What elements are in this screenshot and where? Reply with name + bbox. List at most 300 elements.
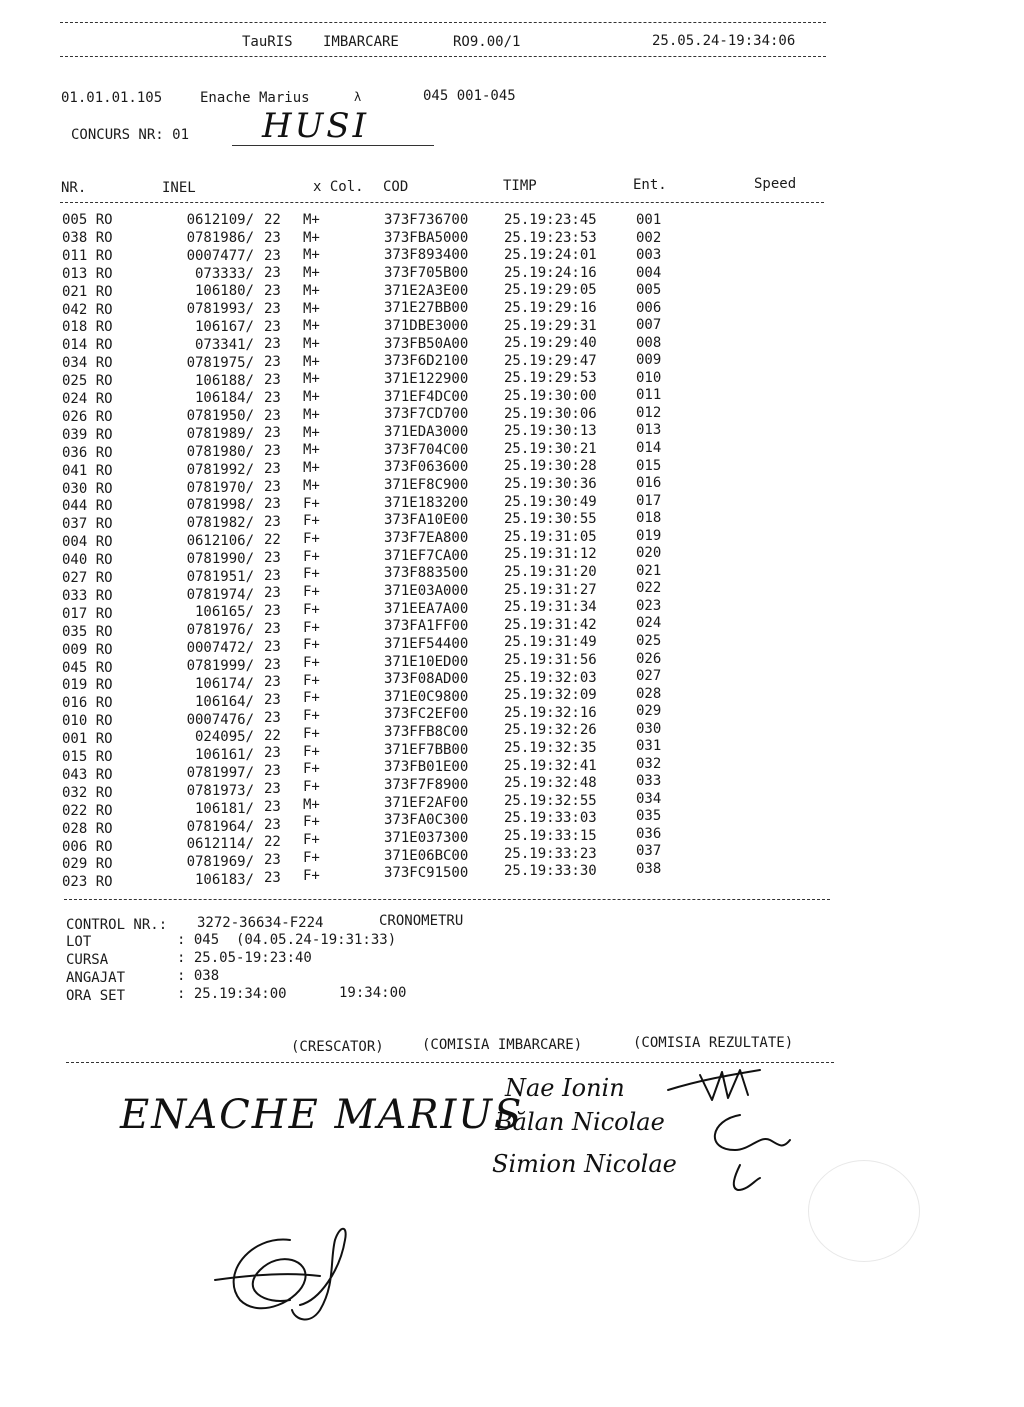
cell-year: 23 xyxy=(264,798,281,815)
cell-cod: 373FB50A00 xyxy=(384,335,469,352)
label-comisia-imbarcare: (COMISIA IMBARCARE) xyxy=(422,1037,583,1053)
cell-cod: 373F883500 xyxy=(384,565,469,582)
cell-ent: 020 xyxy=(636,545,662,562)
cell-color-sex: M+ xyxy=(303,389,320,406)
cell-cod: 373F893400 xyxy=(384,247,469,264)
col-header-timp: TIMP xyxy=(503,178,537,194)
cell-ent: 013 xyxy=(636,422,662,439)
cell-year: 23 xyxy=(264,763,281,780)
cell-timp: 25.19:30:21 xyxy=(504,440,597,457)
cell-color-sex: M+ xyxy=(303,282,320,299)
cell-color-sex: F+ xyxy=(303,637,320,654)
cell-color-sex: F+ xyxy=(303,779,320,796)
cell-inel: 0781976/ xyxy=(186,622,254,639)
cell-nr: 016 RO xyxy=(62,695,113,712)
cell-nr: 039 RO xyxy=(62,426,113,443)
cell-ent: 015 xyxy=(636,457,662,474)
cell-color-sex: F+ xyxy=(303,832,320,849)
cell-inel: 0781992/ xyxy=(186,461,254,478)
cell-year: 23 xyxy=(264,780,281,797)
cell-cod: 373FA0C300 xyxy=(384,812,469,829)
cell-inel: 0781973/ xyxy=(186,782,254,799)
cell-timp: 25.19:30:28 xyxy=(504,458,597,475)
cell-cod: 373F736700 xyxy=(384,212,469,228)
cell-ent: 036 xyxy=(636,825,662,842)
cell-ent: 007 xyxy=(636,317,662,334)
cell-timp: 25.19:31:05 xyxy=(504,528,597,545)
cell-nr: 026 RO xyxy=(62,408,113,425)
cell-inel: 106161/ xyxy=(194,747,254,764)
cell-timp: 25.19:32:55 xyxy=(504,792,597,809)
cell-color-sex: F+ xyxy=(303,601,320,618)
cell-year: 23 xyxy=(264,318,281,335)
cell-color-sex: F+ xyxy=(303,655,320,671)
cell-nr: 006 RO xyxy=(62,838,113,855)
cell-nr: 024 RO xyxy=(62,391,113,407)
cell-cod: 373F704C00 xyxy=(384,441,469,458)
cell-cod: 373F7EA800 xyxy=(384,529,469,546)
cell-cod: 371EF7BB00 xyxy=(384,741,469,758)
cell-timp: 25.19:30:06 xyxy=(504,405,597,422)
cell-year: 23 xyxy=(264,265,281,282)
cell-year: 23 xyxy=(264,300,281,317)
cell-cod: 373F08AD00 xyxy=(384,671,469,688)
col-header-nr: NR. xyxy=(61,180,87,196)
cell-color-sex: M+ xyxy=(303,353,320,370)
cell-year: 23 xyxy=(264,229,281,246)
cell-color-sex: M+ xyxy=(303,229,320,246)
cell-nr: 029 RO xyxy=(62,856,113,873)
cell-cod: 373F6D2100 xyxy=(384,353,469,370)
cell-ent: 025 xyxy=(636,632,662,649)
cell-ent: 005 xyxy=(636,282,662,299)
cell-color-sex: F+ xyxy=(303,761,320,778)
cell-year: 23 xyxy=(264,852,281,869)
fancier-id: 01.01.01.105 xyxy=(61,90,163,106)
cell-nr: 023 RO xyxy=(62,874,113,891)
cell-timp: 25.19:29:31 xyxy=(504,317,597,334)
cell-timp: 25.19:31:20 xyxy=(504,564,597,580)
cell-timp: 25.19:30:55 xyxy=(504,511,597,528)
cell-cod: 371E2A3E00 xyxy=(384,282,469,299)
cell-ent: 029 xyxy=(636,703,662,720)
col-header-speed: Speed xyxy=(754,176,797,192)
cell-timp: 25.19:29:47 xyxy=(504,352,597,369)
col-header-cod: COD xyxy=(383,179,409,195)
cell-nr: 043 RO xyxy=(62,766,113,783)
col-header-ent: Ent. xyxy=(633,177,667,193)
cell-inel: 0612114/ xyxy=(186,836,254,853)
cell-color-sex: F+ xyxy=(303,548,320,565)
cell-year: 23 xyxy=(264,674,281,691)
cell-cod: 373F7CD700 xyxy=(384,406,469,423)
label-crescator: (CRESCATOR) xyxy=(291,1039,384,1055)
cell-nr: 035 RO xyxy=(62,623,113,640)
cell-nr: 038 RO xyxy=(62,229,113,246)
cell-color-sex: F+ xyxy=(303,584,320,601)
cell-color-sex: F+ xyxy=(303,672,320,689)
cell-nr: 021 RO xyxy=(62,283,113,300)
cell-inel: 0781951/ xyxy=(186,568,254,585)
cell-year: 23 xyxy=(264,692,281,709)
cell-cod: 373FA1FF00 xyxy=(384,618,469,635)
cell-year: 23 xyxy=(264,603,281,620)
cell-inel: 0007476/ xyxy=(186,711,254,728)
cell-cod: 373FC91500 xyxy=(384,865,469,882)
cell-timp: 25.19:33:23 xyxy=(504,845,597,862)
cell-color-sex: M+ xyxy=(303,477,320,494)
cell-nr: 033 RO xyxy=(62,587,113,604)
cell-timp: 25.19:23:45 xyxy=(504,212,597,228)
cell-cod: 373FA10E00 xyxy=(384,512,469,529)
cell-timp: 25.19:24:01 xyxy=(504,247,597,264)
cell-inel: 0007477/ xyxy=(186,247,254,264)
cell-color-sex: M+ xyxy=(303,265,320,282)
cell-timp: 25.19:29:40 xyxy=(504,335,597,352)
control-cursa-value: : 25.05-19:23:40 xyxy=(177,950,312,966)
cell-nr: 030 RO xyxy=(62,480,113,497)
cell-inel: 0612106/ xyxy=(186,533,254,550)
control-oraset-label: ORA SET xyxy=(66,988,126,1004)
control-cursa-label: CURSA xyxy=(66,952,109,968)
cell-timp: 25.19:32:03 xyxy=(504,669,597,686)
cell-year: 23 xyxy=(264,425,281,442)
cell-color-sex: F+ xyxy=(303,513,320,530)
cell-ent: 024 xyxy=(636,615,662,632)
cell-cod: 373FFB8C00 xyxy=(384,724,469,741)
cell-year: 23 xyxy=(264,354,281,371)
cell-inel: 073341/ xyxy=(194,336,254,353)
header-form: IMBARCARE xyxy=(323,34,399,50)
cell-nr: 037 RO xyxy=(62,516,113,533)
cell-nr: 009 RO xyxy=(62,641,113,658)
col-header-inel: INEL xyxy=(162,180,196,196)
cell-color-sex: M+ xyxy=(303,460,320,477)
cell-color-sex: M+ xyxy=(303,318,320,335)
control-angajat-value: : 038 xyxy=(177,968,220,984)
cell-year: 23 xyxy=(264,514,281,531)
cell-ent: 031 xyxy=(636,738,662,755)
cell-color-sex: M+ xyxy=(303,424,320,441)
cell-year: 23 xyxy=(264,389,281,406)
cell-timp: 25.19:30:00 xyxy=(504,388,597,404)
cell-timp: 25.19:32:16 xyxy=(504,704,597,721)
cell-inel: 0612109/ xyxy=(186,212,254,228)
cell-inel: 106181/ xyxy=(194,800,254,817)
cell-ent: 032 xyxy=(636,755,662,772)
handwritten-commission-1: Nae Ionin xyxy=(505,1074,625,1102)
cell-year: 23 xyxy=(264,283,281,300)
cell-color-sex: M+ xyxy=(303,300,320,317)
cell-timp: 25.19:31:42 xyxy=(504,616,597,633)
signature-rezultate-3 xyxy=(734,1165,760,1190)
cell-nr: 005 RO xyxy=(62,212,113,228)
faint-stamp xyxy=(808,1160,920,1262)
cell-timp: 25.19:33:15 xyxy=(504,828,597,844)
fancier-mark: λ xyxy=(354,90,362,104)
cell-inel: 106174/ xyxy=(194,675,254,692)
cell-ent: 022 xyxy=(636,580,662,597)
cell-year: 23 xyxy=(264,567,281,584)
cell-year: 23 xyxy=(264,478,281,495)
cell-ent: 030 xyxy=(636,720,662,737)
cell-ent: 010 xyxy=(636,369,662,386)
cell-ent: 034 xyxy=(636,790,662,807)
cell-inel: 0781969/ xyxy=(186,854,254,871)
cell-color-sex: F+ xyxy=(303,743,320,760)
cell-ent: 018 xyxy=(636,510,662,527)
cell-cod: 371EF4DC00 xyxy=(384,388,469,405)
cell-color-sex: M+ xyxy=(303,371,320,388)
cell-cod: 371E27BB00 xyxy=(384,300,469,317)
cell-color-sex: F+ xyxy=(303,708,320,725)
cell-inel: 0781989/ xyxy=(186,426,254,443)
cell-timp: 25.19:33:03 xyxy=(504,810,597,827)
cell-ent: 014 xyxy=(636,440,662,457)
cell-year: 23 xyxy=(264,638,281,655)
cell-ent: 008 xyxy=(636,334,662,351)
cell-timp: 25.19:29:53 xyxy=(504,370,597,387)
cell-cod: 371EEA7A00 xyxy=(384,600,469,617)
cell-year: 23 xyxy=(264,460,281,477)
cell-cod: 371EF7CA00 xyxy=(384,547,469,564)
cell-inel: 0781970/ xyxy=(186,479,254,496)
signature-rezultate-2 xyxy=(715,1115,790,1150)
cell-timp: 25.19:32:26 xyxy=(504,722,597,739)
cell-color-sex: F+ xyxy=(303,849,320,866)
cell-nr: 041 RO xyxy=(62,462,113,479)
cell-inel: 106183/ xyxy=(194,872,254,889)
cell-timp: 25.19:33:30 xyxy=(504,863,597,880)
cell-ent: 011 xyxy=(636,387,662,404)
cell-nr: 032 RO xyxy=(62,784,113,801)
cell-year: 22 xyxy=(264,532,281,549)
control-nr-value: 3272-36634-F224 xyxy=(197,915,324,931)
cell-inel: 106188/ xyxy=(194,372,254,389)
cell-nr: 019 RO xyxy=(62,677,113,694)
cell-inel: 106164/ xyxy=(194,693,254,710)
cell-year: 23 xyxy=(264,709,281,726)
cell-inel: 0781980/ xyxy=(186,443,254,460)
fancier-name: Enache Marius xyxy=(200,90,310,106)
cell-timp: 25.19:30:36 xyxy=(504,476,597,492)
cell-nr: 036 RO xyxy=(62,444,113,461)
cell-nr: 017 RO xyxy=(62,605,113,622)
cell-color-sex: F+ xyxy=(303,725,320,742)
control-oraset-value: : 25.19:34:00 xyxy=(177,986,287,1002)
cell-inel: 106184/ xyxy=(194,390,254,407)
cell-color-sex: F+ xyxy=(303,814,320,831)
cell-inel: 0781999/ xyxy=(186,658,254,674)
cell-cod: 371E10ED00 xyxy=(384,653,469,670)
cell-timp: 25.19:29:16 xyxy=(504,300,597,316)
cell-year: 22 xyxy=(264,834,281,851)
cell-inel: 0781975/ xyxy=(186,354,254,371)
cell-nr: 001 RO xyxy=(62,731,113,748)
header-system: TauRIS xyxy=(242,34,293,50)
cell-cod: 371DBE3000 xyxy=(384,317,469,334)
cell-nr: 025 RO xyxy=(62,373,113,390)
cell-year: 23 xyxy=(264,336,281,353)
cell-ent: 026 xyxy=(636,650,662,667)
cell-timp: 25.19:24:16 xyxy=(504,264,597,281)
cell-year: 23 xyxy=(264,745,281,762)
cell-nr: 034 RO xyxy=(62,355,113,372)
cell-ent: 006 xyxy=(636,299,662,316)
cell-year: 23 xyxy=(264,656,281,673)
cell-nr: 022 RO xyxy=(62,802,113,819)
cell-color-sex: M+ xyxy=(303,796,320,813)
cell-ent: 027 xyxy=(636,668,662,685)
cell-timp: 25.19:23:53 xyxy=(504,229,597,246)
cell-ent: 019 xyxy=(636,527,662,544)
cell-color-sex: F+ xyxy=(303,530,320,547)
cell-nr: 027 RO xyxy=(62,570,113,586)
label-comisia-rezultate: (COMISIA REZULTATE) xyxy=(633,1035,794,1051)
cell-timp: 25.19:32:09 xyxy=(504,687,597,704)
cell-timp: 25.19:31:56 xyxy=(504,652,597,668)
cell-ent: 038 xyxy=(636,860,662,877)
cell-nr: 040 RO xyxy=(62,552,113,569)
header-code: RO9.00/1 xyxy=(453,34,521,50)
cell-ent: 003 xyxy=(636,247,662,264)
cell-cod: 371EDA3000 xyxy=(384,423,469,440)
cell-year: 23 xyxy=(264,869,281,886)
cell-color-sex: M+ xyxy=(303,212,320,228)
cell-color-sex: M+ xyxy=(303,442,320,459)
cell-cod: 371E03A000 xyxy=(384,582,469,599)
cell-cod: 373FC2EF00 xyxy=(384,706,469,723)
cell-nr: 010 RO xyxy=(62,713,113,730)
cell-ent: 037 xyxy=(636,843,662,860)
cell-year: 23 xyxy=(264,247,281,264)
cell-timp: 25.19:31:12 xyxy=(504,546,597,563)
cell-inel: 0007472/ xyxy=(186,640,254,657)
cell-inel: 024095/ xyxy=(194,729,254,746)
cell-timp: 25.19:31:49 xyxy=(504,634,597,651)
cell-year: 23 xyxy=(264,816,281,833)
cell-cod: 373F705B00 xyxy=(384,264,469,281)
cell-year: 23 xyxy=(264,585,281,602)
cell-timp: 25.19:32:41 xyxy=(504,757,597,774)
cell-cod: 373FBA5000 xyxy=(384,229,469,246)
cell-year: 23 xyxy=(264,549,281,566)
cell-color-sex: M+ xyxy=(303,336,320,353)
cell-year: 23 xyxy=(264,443,281,460)
cell-year: 22 xyxy=(264,212,281,228)
handwritten-name: ENACHE MARIUS xyxy=(120,1092,524,1138)
cell-inel: 0781950/ xyxy=(186,408,254,425)
contest-label: CONCURS NR: 01 xyxy=(71,127,190,143)
cell-year: 23 xyxy=(264,620,281,637)
cell-nr: 015 RO xyxy=(62,749,113,765)
cell-timp: 25.19:29:05 xyxy=(504,282,597,299)
cell-ent: 016 xyxy=(636,475,662,492)
cell-timp: 25.19:31:34 xyxy=(504,599,597,616)
cell-nr: 045 RO xyxy=(62,659,113,676)
cell-cod: 371E183200 xyxy=(384,494,469,511)
cell-ent: 004 xyxy=(636,264,662,281)
cell-nr: 014 RO xyxy=(62,337,113,354)
cell-inel: 0781974/ xyxy=(186,586,254,603)
cell-nr: 013 RO xyxy=(62,265,113,282)
cell-timp: 25.19:31:27 xyxy=(504,581,597,598)
cell-cod: 371E037300 xyxy=(384,830,469,847)
cell-cod: 371E06BC00 xyxy=(384,847,469,864)
cell-nr: 044 RO xyxy=(62,498,113,515)
cell-timp: 25.19:30:13 xyxy=(504,423,597,440)
cell-color-sex: F+ xyxy=(303,867,320,884)
cell-timp: 25.19:32:35 xyxy=(504,740,597,756)
signature-rezultate-1 xyxy=(700,1070,748,1100)
cell-inel: 0781986/ xyxy=(186,229,254,246)
cell-inel: 0781982/ xyxy=(186,515,254,532)
cell-ent: 002 xyxy=(636,229,662,246)
cell-cod: 371EF8C900 xyxy=(384,476,469,493)
cell-color-sex: F+ xyxy=(303,495,320,512)
cell-year: 22 xyxy=(264,727,281,744)
cell-timp: 25.19:32:48 xyxy=(504,775,597,792)
cell-nr: 011 RO xyxy=(62,247,113,264)
cell-cod: 371E0C9800 xyxy=(384,688,469,705)
cell-timp: 25.19:30:49 xyxy=(504,493,597,510)
cell-inel: 0781993/ xyxy=(186,301,254,318)
control-oraset-extra: 19:34:00 xyxy=(339,985,407,1001)
cell-inel: 073333/ xyxy=(194,265,254,282)
control-nr-label: CONTROL NR.: xyxy=(66,917,168,933)
cell-nr: 042 RO xyxy=(62,301,113,318)
cell-cod: 373F063600 xyxy=(384,459,469,476)
cell-inel: 0781964/ xyxy=(186,818,254,835)
cell-color-sex: M+ xyxy=(303,247,320,264)
cell-ent: 021 xyxy=(636,562,662,579)
cell-cod: 371EF2AF00 xyxy=(384,794,469,811)
cell-inel: 106167/ xyxy=(194,319,254,336)
cell-color-sex: F+ xyxy=(303,566,320,583)
cell-nr: 018 RO xyxy=(62,319,113,336)
col-header-xcol: x Col. xyxy=(313,179,364,195)
cell-ent: 012 xyxy=(636,404,662,421)
handwritten-commission-2: Bălan Nicolae xyxy=(495,1108,665,1136)
cell-inel: 106165/ xyxy=(194,604,254,621)
cell-color-sex: M+ xyxy=(303,406,320,423)
cell-nr: 028 RO xyxy=(62,820,113,837)
fancier-range: 045 001-045 xyxy=(423,88,516,104)
cell-ent: 001 xyxy=(636,212,662,228)
handwritten-commission-3: Simion Nicolae xyxy=(492,1150,677,1178)
cell-year: 23 xyxy=(264,372,281,389)
cell-inel: 0781990/ xyxy=(186,550,254,567)
control-lot-value: : 045 (04.05.24-19:31:33) xyxy=(177,932,397,948)
cell-ent: 035 xyxy=(636,808,662,825)
cell-year: 23 xyxy=(264,496,281,513)
signature-crescator xyxy=(215,1229,346,1320)
cell-inel: 0781998/ xyxy=(186,497,254,514)
cell-ent: 028 xyxy=(636,685,662,702)
control-cronometru: CRONOMETRU xyxy=(379,913,464,929)
cell-color-sex: F+ xyxy=(303,619,320,636)
control-lot-label: LOT xyxy=(66,934,92,950)
cell-year: 23 xyxy=(264,407,281,424)
cell-ent: 017 xyxy=(636,492,662,509)
cell-inel: 0781997/ xyxy=(186,765,254,782)
cell-ent: 009 xyxy=(636,352,662,369)
cell-nr: 004 RO xyxy=(62,534,113,551)
cell-ent: 023 xyxy=(636,597,662,614)
control-angajat-label: ANGAJAT xyxy=(66,970,126,986)
cell-ent: 033 xyxy=(636,773,662,790)
contest-location-handwritten: HUSI xyxy=(262,106,370,146)
